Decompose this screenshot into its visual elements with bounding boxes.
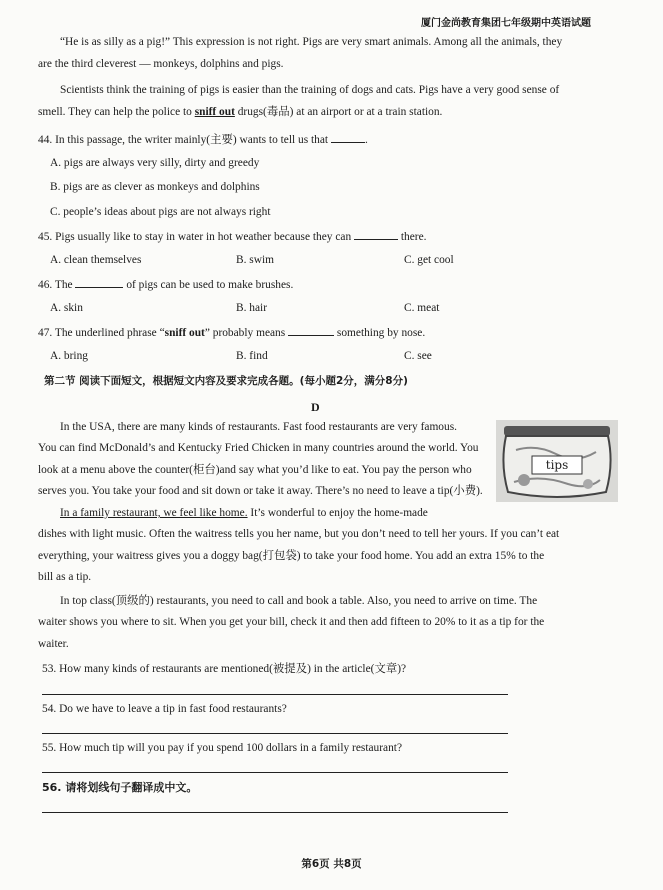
answer-line-53[interactable] bbox=[42, 694, 508, 695]
option-44-a: A. pigs are always very silly, dirty and greedy bbox=[50, 157, 260, 169]
option-47-c: C. see bbox=[404, 350, 432, 362]
option-46-b: B. hair bbox=[236, 302, 268, 314]
tip-jar-image bbox=[496, 420, 618, 502]
option-45-c: C. get cool bbox=[404, 254, 454, 266]
underlined-sentence: In a family restaurant, we feel like home. bbox=[60, 507, 248, 519]
answer-line-56[interactable] bbox=[42, 812, 508, 813]
tips-label: tips bbox=[545, 458, 569, 472]
option-47-b: B. find bbox=[236, 350, 268, 362]
section-2-title: 第二节 阅读下面短文，根据短文内容及要求完成各题。(每小题2分，满分8分) bbox=[44, 375, 408, 387]
answer-blank[interactable] bbox=[331, 132, 365, 143]
option-46-c: C. meat bbox=[404, 302, 440, 314]
passage-d-letter: D bbox=[311, 400, 320, 414]
question-54: 54. Do we have to leave a tip in fast food restaurants? bbox=[42, 703, 287, 715]
option-44-b: B. pigs are as clever as monkeys and dolphins bbox=[50, 181, 260, 193]
answer-blank[interactable] bbox=[75, 277, 123, 288]
passage-d-paragraph-1: In the USA, there are many kinds of restaurants. Fast food restaurants are very famous. You can find McDonald’s and Kentucky Fried Chicken in many countries around the world. You look at a menu above the counter(柜台)and say what you’d like to eat. You pay the person who serves you. You take your food and sit down or take it away. There’s no need to leave a tip(小费). bbox=[38, 421, 483, 497]
question-53: 53. How many kinds of restaurants are mentioned(被提及) in the article(文章)? bbox=[42, 663, 407, 675]
question-46: 46. The of pigs can be used to make brushes. bbox=[38, 279, 294, 291]
question-44: 44. In this passage, the writer mainly(主要) wants to tell us that . bbox=[38, 134, 368, 146]
answer-blank[interactable] bbox=[288, 325, 334, 336]
answer-line-55[interactable] bbox=[42, 772, 508, 773]
question-55: 55. How much tip will you pay if you spend 100 dollars in a family restaurant? bbox=[42, 742, 403, 754]
passage-d-paragraph-3: In top class(顶级的) restaurants, you need to call and book a table. Also, you need to arrive on time. The waiter shows you where to sit. When you get your bill, check it and then add fifteen to 20% to it as a tip for the waiter. bbox=[38, 595, 545, 650]
page-footer: 第6页 共8页 bbox=[301, 858, 362, 870]
passage-d-paragraph-2: In a family restaurant, we feel like home. It’s wonderful to enjoy the home-made dishes with light music. Often the waitress tells you her name, but you don’t need to tell her yours. If you can’t eat everything, your waitress gives you a doggy bag(打包袋) to take your food home. You add an extra 15% to the bill as a tip. bbox=[38, 507, 560, 583]
passage-c-paragraph-2: Scientists think the training of pigs is easier than the training of dogs and cats. Pigs have a very good sense of smell. They can help the police to sniff out drugs(毒品) at an airport or at a train station. bbox=[38, 84, 560, 119]
option-47-a: A. bring bbox=[50, 350, 88, 362]
question-56: 56. 请将划线句子翻译成中文。 bbox=[42, 781, 198, 794]
answer-blank[interactable] bbox=[354, 229, 398, 240]
option-46-a: A. skin bbox=[50, 302, 83, 314]
option-45-b: B. swim bbox=[236, 254, 274, 266]
option-44-c: C. people’s ideas about pigs are not always right bbox=[50, 206, 271, 218]
passage-c-paragraph-1: “He is as silly as a pig!” This expression is not right. Pigs are very smart animals. Among all the animals, they are the third cleverest — monkeys, dolphins and pigs. bbox=[38, 36, 563, 71]
question-45: 45. Pigs usually like to stay in water in hot weather because they can there. bbox=[38, 231, 427, 243]
question-47: 47. The underlined phrase “sniff out” probably means something by nose. bbox=[38, 327, 426, 339]
option-45-a: A. clean themselves bbox=[50, 254, 142, 266]
answer-line-54[interactable] bbox=[42, 733, 508, 734]
page-header: 厦门金尚教育集团七年级期中英语试题 bbox=[421, 18, 591, 29]
sniff-out-phrase: sniff out bbox=[194, 106, 235, 119]
